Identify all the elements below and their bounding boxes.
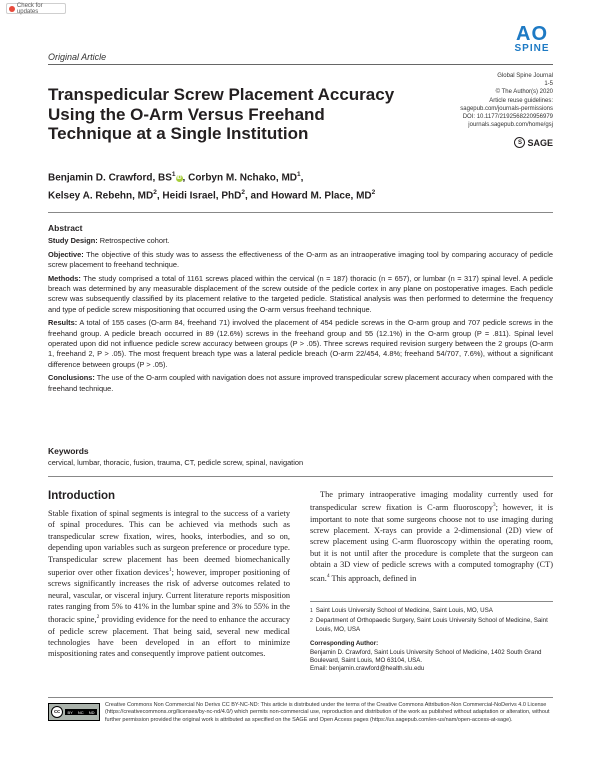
keywords — [48, 446, 553, 468]
abstract-divider — [48, 212, 553, 213]
citation-link[interactable]: 3 — [492, 502, 496, 509]
creative-commons-icon: cc — [51, 706, 63, 718]
license-terms-bar: BY NC ND — [65, 709, 97, 715]
abstract-results: Results: A total of 155 cases (O-arm 84, freehand 71) involved the placement of 454 pedicle screws in the O-arm group and 707 pedicle screws in the freehand group. A pedicle breach occurred in 89 (12.6%) screws in the freehand group and 55 (12.1%) in the O-arm group (P = .811). Spinal level operated upon did not influence pedicle screw accuracy between groups (P > .05). Three screws required revision surgery between the 2 groups (O-arm 1, freehand 2, P > .05). The most frequent breach type was a lateral pedicle breach (O-arm 22/454, 4.8%; freehand 54/707, 7.6%), without a significant difference between groups (P > .05). — [48, 318, 553, 369]
affiliation-marker: 1 — [171, 171, 176, 178]
check-for-updates-label: Check for updates — [16, 2, 43, 15]
license-text: Creative Commons Non Commercial No Derivs CC BY-NC-ND: This article is distributed under the terms of the Creative Commons Attribution-Non Commercial-NoDerivs 4.0 License (https://creativecommons.org/licenses/by-nc-nd/4.0/) which permits non-commercial use, reproduction and distribution of the work as published without adaptation or alteration, without further permission provided the original work is attributed as specified on the SAGE and Open Access pages (https://us.sagepub.com/en-us/nam/open-access-at-sage). — [105, 702, 550, 723]
publisher-name: SAGE — [527, 137, 553, 148]
journal-name: Global Spine Journal — [497, 73, 553, 79]
update-icon — [9, 6, 15, 12]
license-divider — [48, 697, 553, 698]
journal-metadata — [413, 72, 553, 129]
article-title: Transpedicular Screw Placement Accuracy Using the O-Arm Versus Freehand Technique at a Single Institution — [48, 85, 395, 143]
publisher-logo — [514, 137, 553, 148]
author-name[interactable]: Benjamin D. Crawford, BS — [48, 172, 172, 184]
footnotes — [310, 607, 553, 674]
abstract-objective: Objective: The objective of this study was to assess the effectiveness of the O-arm as an intraoperative imaging tool by comparing accuracy of pedicle screw placement to freehand technique. — [48, 249, 553, 270]
article-type: Original Article — [48, 52, 107, 62]
journal-logo-ao: AO — [516, 23, 548, 45]
affiliation-marker: 2 — [241, 189, 245, 197]
affiliation-footnote: 2 Department of Orthopaedic Surgery, Saint Louis University School of Medicine, Saint Louis, MO, USA — [310, 617, 548, 633]
citation-link[interactable]: 4 — [326, 572, 330, 579]
journal-home-link[interactable]: journals.sagepub.com/home/gsj — [468, 122, 553, 129]
cc-license-badge[interactable] — [48, 703, 100, 721]
paragraph: Stable fixation of spinal segments is integral to the success of a variety of spinal procedures. This can be achieved via methods such as transpedicular screw fixation, wires, hooks, interbodies, and so on, depending upon variables such as surgeon preference or procedure type. Transpedicular screw placement has been deemed biomechanically superior over other fixation devices$^1$; however, improper positioning of screws significantly increases the risk of adverse outcomes related to neural, vascular, or visceral injury. Current literature reports misposition rates ranging from 5% to 41% in the lumbar spine and 3% to 55% in the thoracic spine,$^2$ providing evidence for the need to enhance the accuracy of pedicle screw placement. That being said, several new medical technologies have been developed in an effort to minimize mispositioning rates and consequently improve patient outcomes. — [48, 509, 290, 659]
author-name[interactable]: Corbyn M. Nchako, MD — [188, 172, 297, 184]
author-name[interactable]: Howard M. Place, MD — [271, 190, 372, 202]
sage-icon: S — [514, 137, 525, 148]
author-name[interactable]: Heidi Israel, PhD — [162, 190, 242, 202]
abstract-heading: Abstract — [48, 223, 83, 233]
corresponding-author-heading: Corresponding Author: — [310, 640, 379, 648]
affiliation-footnote: 1 Saint Louis University School of Medicine, Saint Louis, MO, USA — [310, 607, 493, 614]
orcid-icon[interactable]: iD — [176, 175, 182, 182]
journal-logo-spine: SPINE — [514, 43, 550, 54]
journal-logo — [508, 24, 556, 54]
affiliation-marker: 2 — [153, 189, 157, 197]
permissions-link[interactable]: sagepub.com/journals-permissions — [460, 105, 553, 112]
author-name[interactable]: Kelsey A. Rebehn, MD — [48, 190, 154, 202]
check-for-updates-badge[interactable] — [6, 3, 66, 14]
body-column-left — [48, 508, 290, 660]
doi[interactable]: DOI: 10.1177/2192568220956979 — [462, 114, 553, 121]
keywords-divider — [48, 476, 553, 477]
reuse-label: Article reuse guidelines: — [489, 97, 553, 104]
abstract-study-design: Study Design: Retrospective cohort. — [48, 236, 170, 246]
citation-link[interactable]: 2 — [96, 614, 100, 621]
citation-link[interactable]: 1 — [168, 567, 172, 574]
abstract — [48, 223, 553, 397]
footnote-divider — [310, 601, 553, 602]
abstract-conclusions: Conclusions: The use of the O-arm coupled with navigation does not assure improved transpedicular screw placement accuracy when compared with the freehand technique. — [48, 373, 553, 393]
body-column-right — [310, 489, 553, 584]
paragraph: The primary intraoperative imaging modality currently used for transpedicular screw fixation is C-arm fluoroscopy$^3$; however, it is important to note that some surgeons choose not to use imaging during screw placement. X-rays can provide a 2-dimensional (2D) view of screw placement using C-arm fluoroscopy within the operating room, but it is not until after the procedure is complete that the surgeon can obtain a 3D view of pedicle screws with a computed tomography (CT) scan.$^4$ This approach, defined in — [310, 490, 553, 583]
page-range: 1-5 — [544, 81, 553, 88]
abstract-methods: Methods: The study comprised a total of 1161 screws placed within the cervical (n = 187) thoracic (n = 657), or lumbar (n = 317) spinal level. A pedicle breach was determined by any measurable displacement of the screw outside of the pedicle cortex in any plane on postoperative images. Each pedicle screw was subsequently classified by its placement relative to the targeted pedicle. Statistical analysis was then performed to determine the frequency and type of pedicle screw mispositioning that occurred using the O-arm versus freehand technique. — [48, 273, 554, 314]
keywords-list: cervical, lumbar, thoracic, fusion, trauma, CT, pedicle screw, spinal, navigation — [48, 458, 304, 467]
author-list: Benjamin D. Crawford, $BS^1iD$, Corbyn M. Nchako, $MD^1$, Kelsey A. Rebehn, $MD^2$, Heidi Israel, PhD$^2$, and Howard M. Place, $MD^2$ — [48, 171, 376, 202]
copyright: © The Author(s) 2020 — [495, 89, 553, 96]
corresponding-author-address: Benjamin D. Crawford, Saint Louis University School of Medicine, 1402 South Grand Boulevard, Saint Louis, MO 63104, USA. — [310, 648, 542, 665]
section-heading-introduction: Introduction — [48, 490, 116, 502]
corresponding-author-email[interactable]: Email: benjamin.crawford@health.slu.edu — [310, 665, 425, 673]
keywords-heading: Keywords — [48, 446, 89, 456]
header-divider — [48, 64, 553, 65]
affiliation-marker: 2 — [371, 189, 376, 197]
affiliation-marker: 1 — [297, 171, 301, 178]
